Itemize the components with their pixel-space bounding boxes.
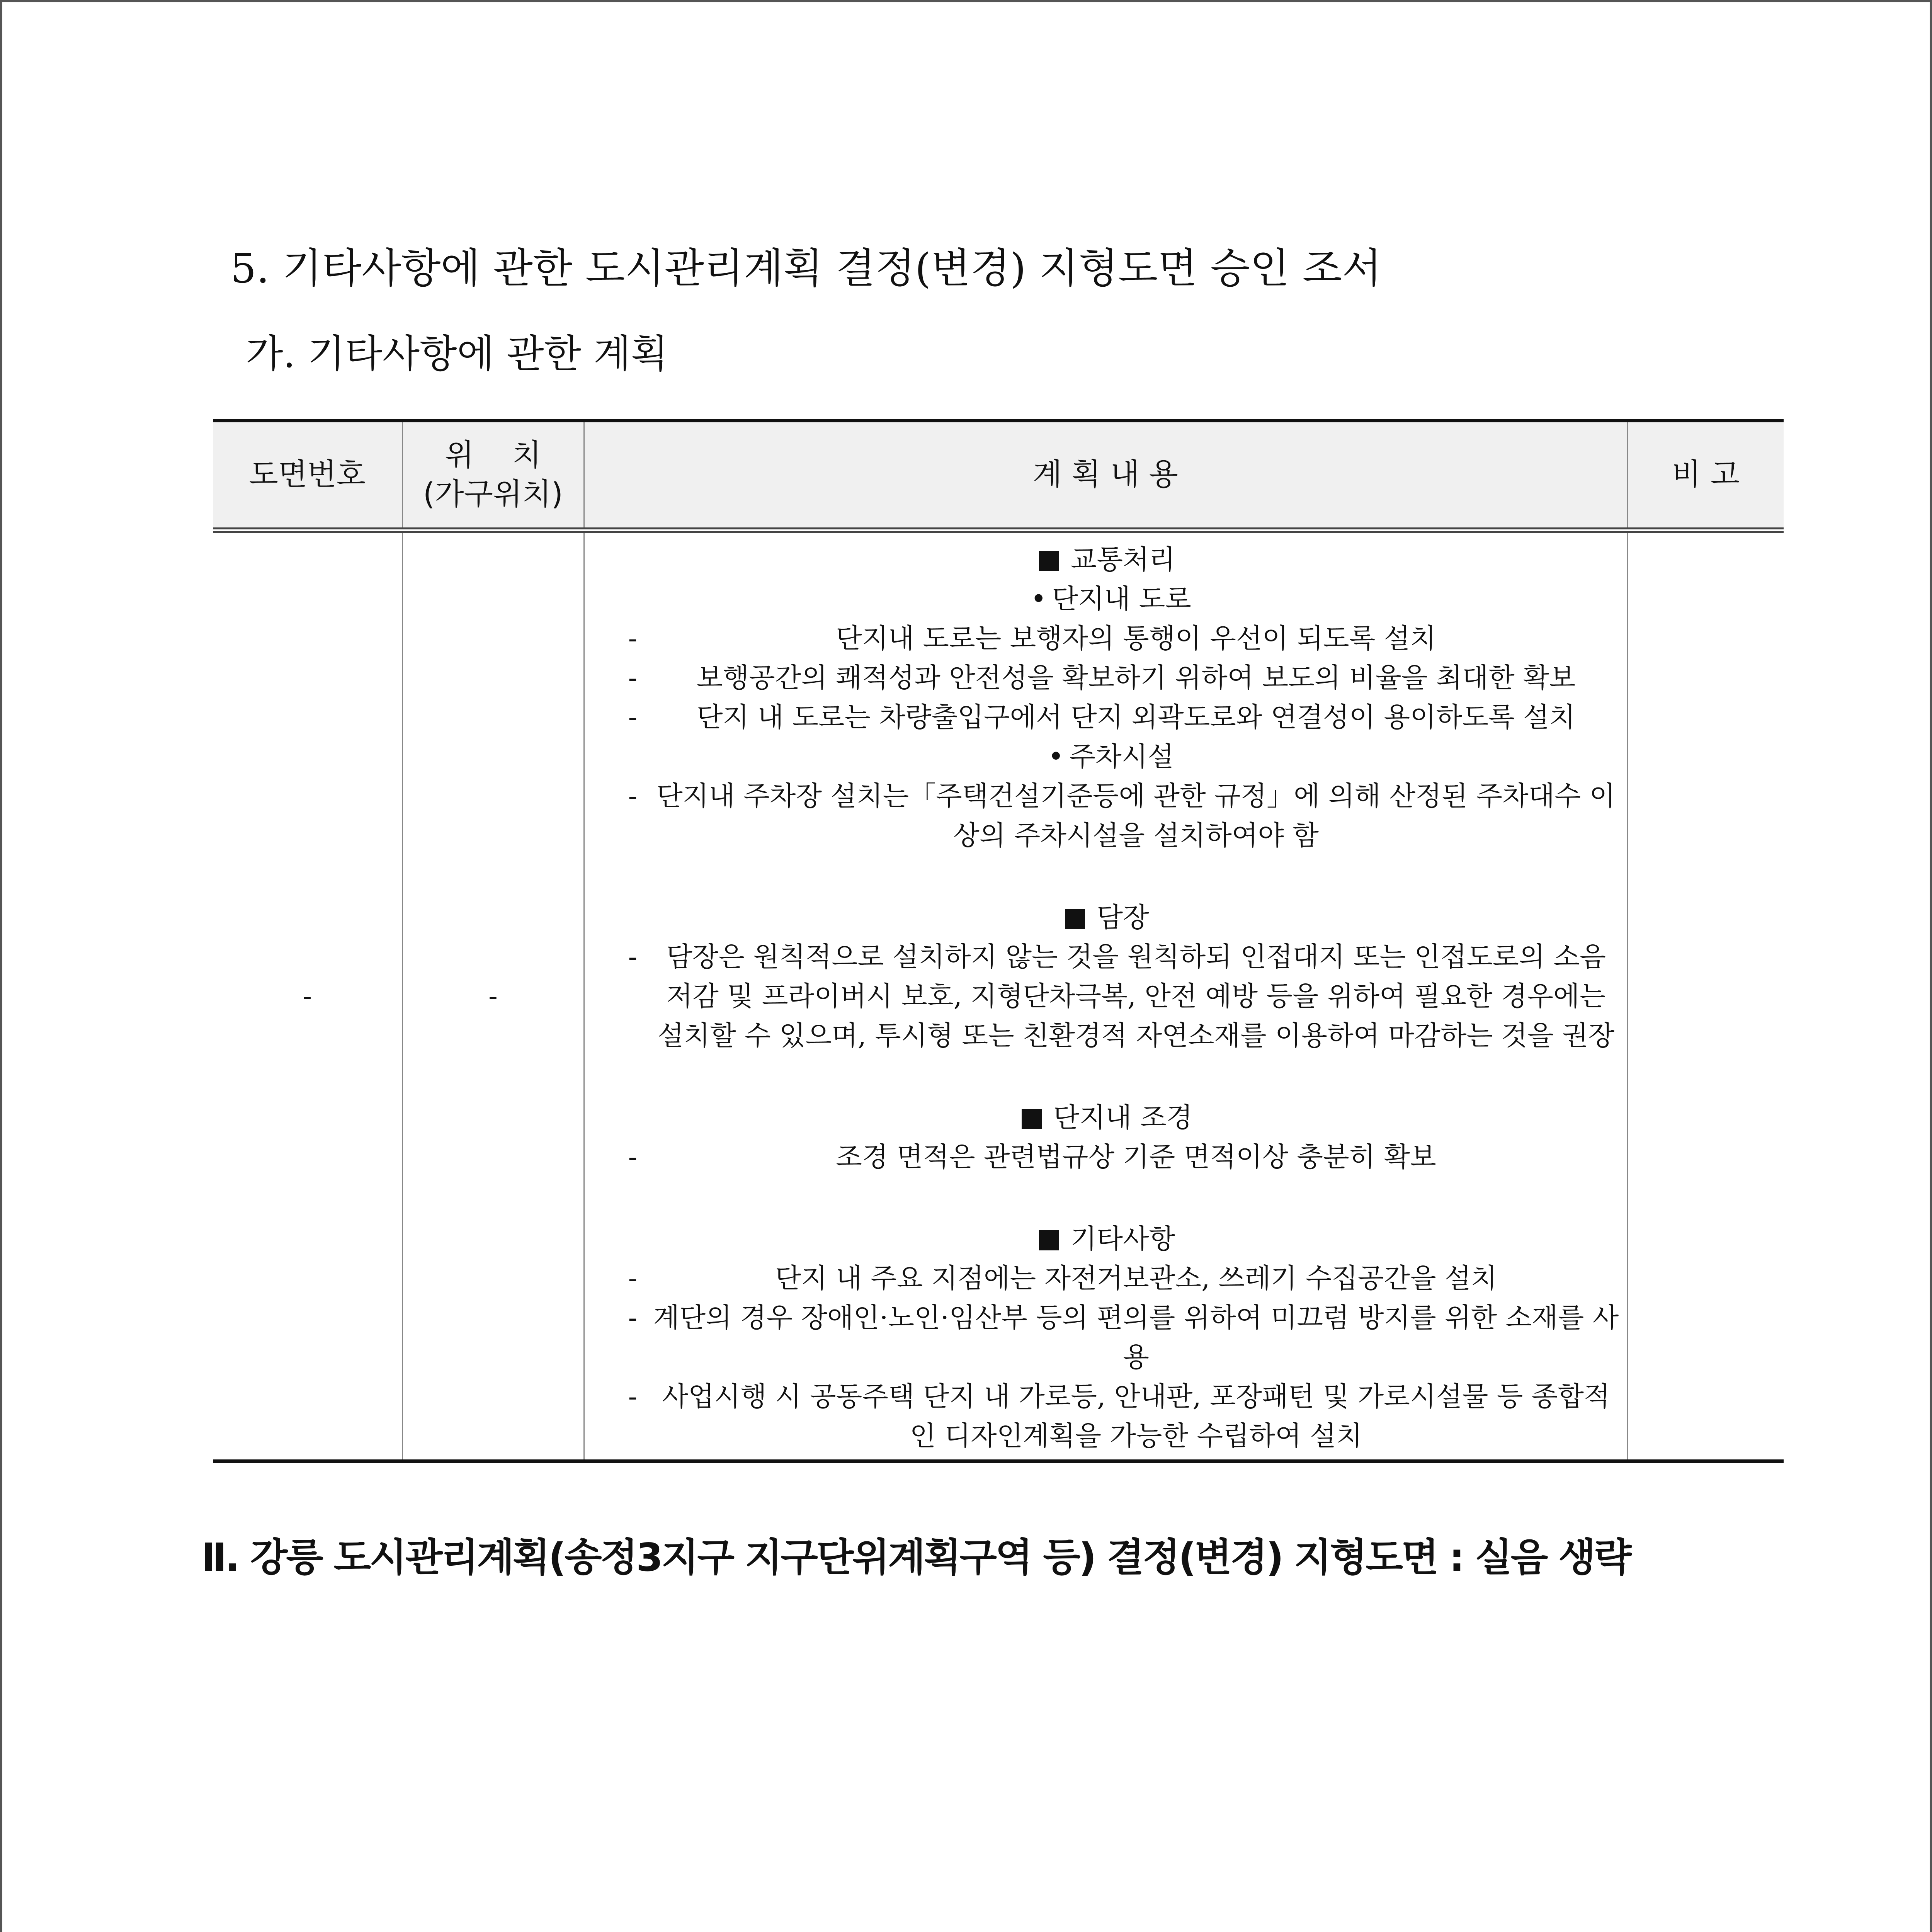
plan-item-text: 단지 내 도로는 차량출입구에서 단지 외곽도로와 연결성이 용이하도록 설치 [696,701,1576,733]
black-square-icon [1065,909,1085,929]
plan-item [592,1259,1623,1298]
black-square-icon [1039,1230,1059,1250]
header-drawing-no: 도면번호 [213,421,402,531]
plan-item [592,619,1623,658]
plan-section [592,1219,1623,1456]
cell-plan-content [584,530,1627,1461]
dash-marker: - [628,1381,638,1412]
plan-item [592,697,1623,737]
cell-drawing-no: - [213,530,402,1461]
table-row [213,530,1784,1461]
header-note: 비 고 [1627,421,1784,531]
plan-item-text: 보행공간의 쾌적성과 안전성을 확보하기 위하여 보도의 비율을 최대한 확보 [696,662,1576,694]
plan-item [592,937,1623,1055]
plan-section [592,898,1623,1055]
part-two-heading: Ⅱ. 강릉 도시관리계획(송정3지구 지구단위계획구역 등) 결정(변경) 지형도면 : 실음 생략 [201,1535,1630,1580]
plan-item [592,776,1623,855]
bullet-dot-icon: • [1048,741,1064,772]
section-heading: 5. 기타사항에 관한 도시관리계획 결정(변경) 지형도면 승인 조서 [230,245,1382,292]
plan-section-title-text: 기타사항 [1070,1223,1175,1255]
plan-bullet-text: 단지내 도로 [1052,583,1191,615]
plan-item-text: 단지 내 주요 지점에는 자전거보관소, 쓰레기 수집공간을 설치 [775,1262,1497,1294]
dash-marker: - [628,780,638,812]
plan-section-title-text: 교통처리 [1070,544,1175,575]
plan-item [592,1377,1623,1456]
dash-marker: - [628,1302,638,1333]
plan-item [592,658,1623,697]
plan-item-text: 담장은 원칙적으로 설치하지 않는 것을 원칙하되 인접대지 또는 인접도로의 소음저감 및 프라이버시 보호, 지형단차극복, 안전 예방 등을 위하여 필요한 경우에는 설치할 수 있으며, 투시형 또는 친환경적 자연소재를 이용하여 마감하는 것을 권장 [657,941,1615,1051]
dash-marker: - [628,622,638,654]
plan-bullet [592,737,1623,776]
dash-marker: - [628,1262,638,1294]
header-plan-content: 계 획 내 용 [584,421,1627,531]
dash-marker: - [628,662,638,694]
bullet-dot-icon: • [1031,583,1047,615]
subsection-heading: 가. 기타사항에 관한 계획 [246,331,668,376]
table-header-row [213,421,1784,531]
dash-marker: - [628,941,638,973]
plan-item-text: 단지내 주차장 설치는「주택건설기준등에 관한 규정」에 의해 산정된 주차대수 이상의 주차시설을 설치하여야 함 [656,780,1616,851]
plan-section-title [592,540,1623,579]
plan-table [213,419,1784,1463]
plan-section-title [592,1219,1623,1259]
plan-item-text: 단지내 도로는 보행자의 통행이 우선이 되도록 설치 [836,622,1436,654]
black-square-icon [1022,1109,1042,1129]
plan-item-text: 계단의 경우 장애인·노인·임산부 등의 편의를 위하여 미끄럼 방지를 위한 소재를 사용 [653,1302,1619,1373]
cell-note [1627,530,1784,1461]
plan-bullet-text: 주차시설 [1069,741,1174,772]
plan-item [592,1298,1623,1377]
dash-marker: - [628,701,638,733]
header-location-line2: (가구위치) [423,477,563,512]
plan-bullet [592,579,1623,619]
plan-item [592,1137,1623,1177]
plan-section [592,540,1623,855]
plan-sections [592,540,1623,1456]
plan-item-text: 조경 면적은 관련법규상 기준 면적이상 충분히 확보 [836,1141,1436,1173]
plan-item-text: 사업시행 시 공동주택 단지 내 가로등, 안내판, 포장패턴 및 가로시설물 등 종합적인 디자인계획을 가능한 수립하여 설치 [662,1381,1610,1452]
plan-section-title-text: 단지내 조경 [1053,1102,1193,1133]
header-location-line1: 위 치 [445,437,541,473]
dash-marker: - [628,1141,638,1173]
plan-section-title [592,1098,1623,1137]
plan-section-title [592,898,1623,937]
black-square-icon [1039,551,1059,571]
plan-section-title-text: 담장 [1097,901,1149,933]
header-location [402,421,584,531]
plan-section [592,1098,1623,1177]
cell-location: - [402,530,584,1461]
